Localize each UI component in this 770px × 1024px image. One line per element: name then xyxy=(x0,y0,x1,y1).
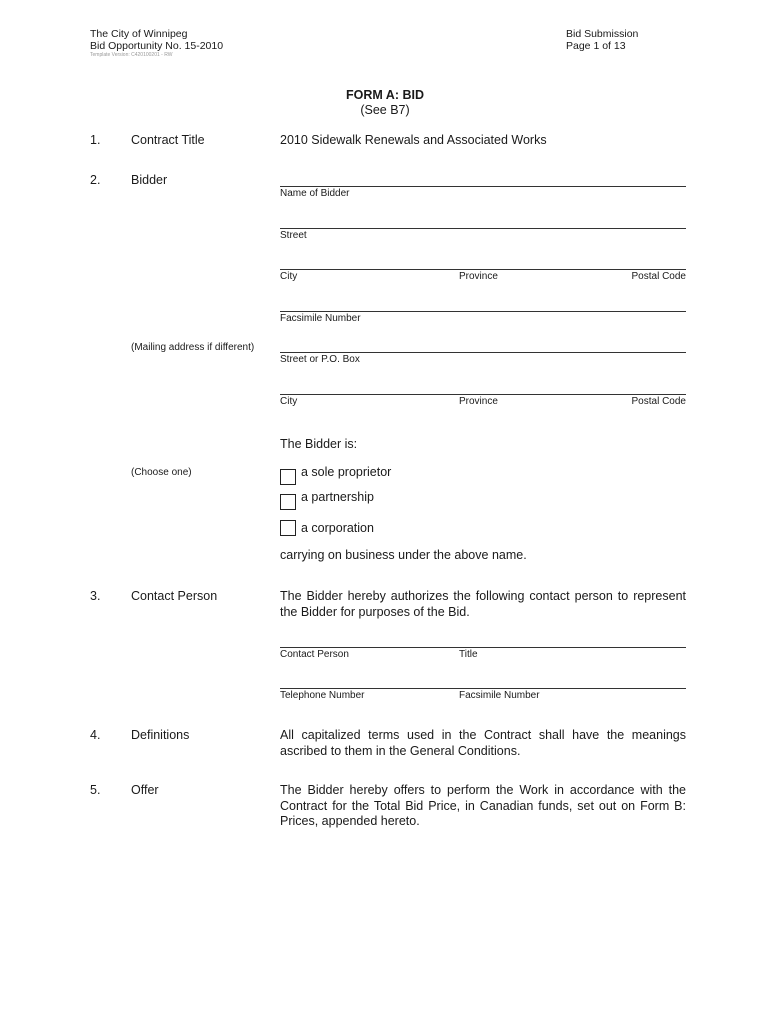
contact-title-caption: Title xyxy=(459,649,478,660)
bidder-fax-line[interactable] xyxy=(280,311,686,312)
bidder-street-caption: Street xyxy=(280,230,307,241)
mailing-postal-caption: Postal Code xyxy=(631,396,686,407)
mailing-province-caption: Province xyxy=(459,396,498,407)
section-5-number: 5. xyxy=(90,783,101,797)
offer-paragraph xyxy=(280,783,686,830)
mailing-street-line[interactable] xyxy=(280,352,686,353)
partnership-checkbox[interactable] xyxy=(280,494,296,510)
bidder-name-line[interactable] xyxy=(280,186,686,187)
section-2-label: Bidder xyxy=(131,173,168,187)
corporation-checkbox[interactable] xyxy=(280,520,296,536)
section-3-label: Contact Person xyxy=(131,589,218,603)
sole-proprietor-label: a sole proprietor xyxy=(301,465,392,479)
definitions-text: All capitalized terms used in the Contract shall have the meanings xyxy=(280,728,686,742)
contact-fax-caption: Facsimile Number xyxy=(459,690,540,701)
mailing-city-caption: City xyxy=(280,396,298,407)
offer-text: The Bidder hereby offers to perform the Work in accordance with the Contract for the Total Bid Price, in Canadian funds, set out on Form B: xyxy=(280,783,686,813)
section-4-number: 4. xyxy=(90,728,101,742)
bidder-postal-caption: Postal Code xyxy=(631,271,686,282)
mailing-street-caption: Street or P.O. Box xyxy=(280,354,360,365)
sole-proprietor-checkbox[interactable] xyxy=(280,469,296,485)
partnership-label: a partnership xyxy=(301,490,374,504)
mailing-address-note: (Mailing address if different) xyxy=(131,342,255,353)
corporation-label: a corporation xyxy=(301,521,374,535)
contract-title-value: 2010 Sidewalk Renewals and Associated Works xyxy=(280,133,547,147)
contact-phone-line[interactable] xyxy=(280,688,686,689)
definitions-text-last: ascribed to them in the General Conditions. xyxy=(280,743,521,758)
bidder-city-line[interactable] xyxy=(280,269,686,270)
section-2-number: 2. xyxy=(90,173,101,187)
header-city: The City of Winnipeg xyxy=(90,28,188,40)
choose-one-note: (Choose one) xyxy=(131,467,192,478)
bidder-street-line[interactable] xyxy=(280,228,686,229)
header-submission: Bid Submission xyxy=(566,28,639,40)
section-4-label: Definitions xyxy=(131,728,190,742)
contact-phone-caption: Telephone Number xyxy=(280,690,365,701)
bidder-city-caption: City xyxy=(280,271,298,282)
contact-person-paragraph xyxy=(280,589,686,620)
section-3-number: 3. xyxy=(90,589,101,603)
offer-text-last: Prices, appended hereto. xyxy=(280,814,420,828)
form-title: FORM A: BID xyxy=(346,88,424,102)
bidder-province-caption: Province xyxy=(459,271,498,282)
contact-person-text-last: the Bidder for purposes of the Bid. xyxy=(280,604,470,619)
contact-person-line[interactable] xyxy=(280,647,686,648)
contact-person-caption: Contact Person xyxy=(280,649,349,660)
section-5-label: Offer xyxy=(131,783,159,797)
section-1-number: 1. xyxy=(90,133,101,147)
bidder-name-caption: Name of Bidder xyxy=(280,188,350,199)
form-subtitle: (See B7) xyxy=(360,103,410,117)
section-1-label: Contract Title xyxy=(131,133,205,147)
definitions-paragraph xyxy=(280,728,686,759)
header-template-version: Template Version: C420100201 - RW xyxy=(90,52,173,58)
header-page: Page 1 of 13 xyxy=(566,40,626,52)
bidder-fax-caption: Facsimile Number xyxy=(280,313,361,324)
contact-person-text: The Bidder hereby authorizes the following contact person to represent xyxy=(280,589,686,603)
header-bid-opportunity: Bid Opportunity No. 15-2010 xyxy=(90,40,224,52)
bidder-type-footer: carrying on business under the above name. xyxy=(280,548,527,562)
bidder-type-heading: The Bidder is: xyxy=(280,437,358,451)
mailing-city-line[interactable] xyxy=(280,394,686,395)
